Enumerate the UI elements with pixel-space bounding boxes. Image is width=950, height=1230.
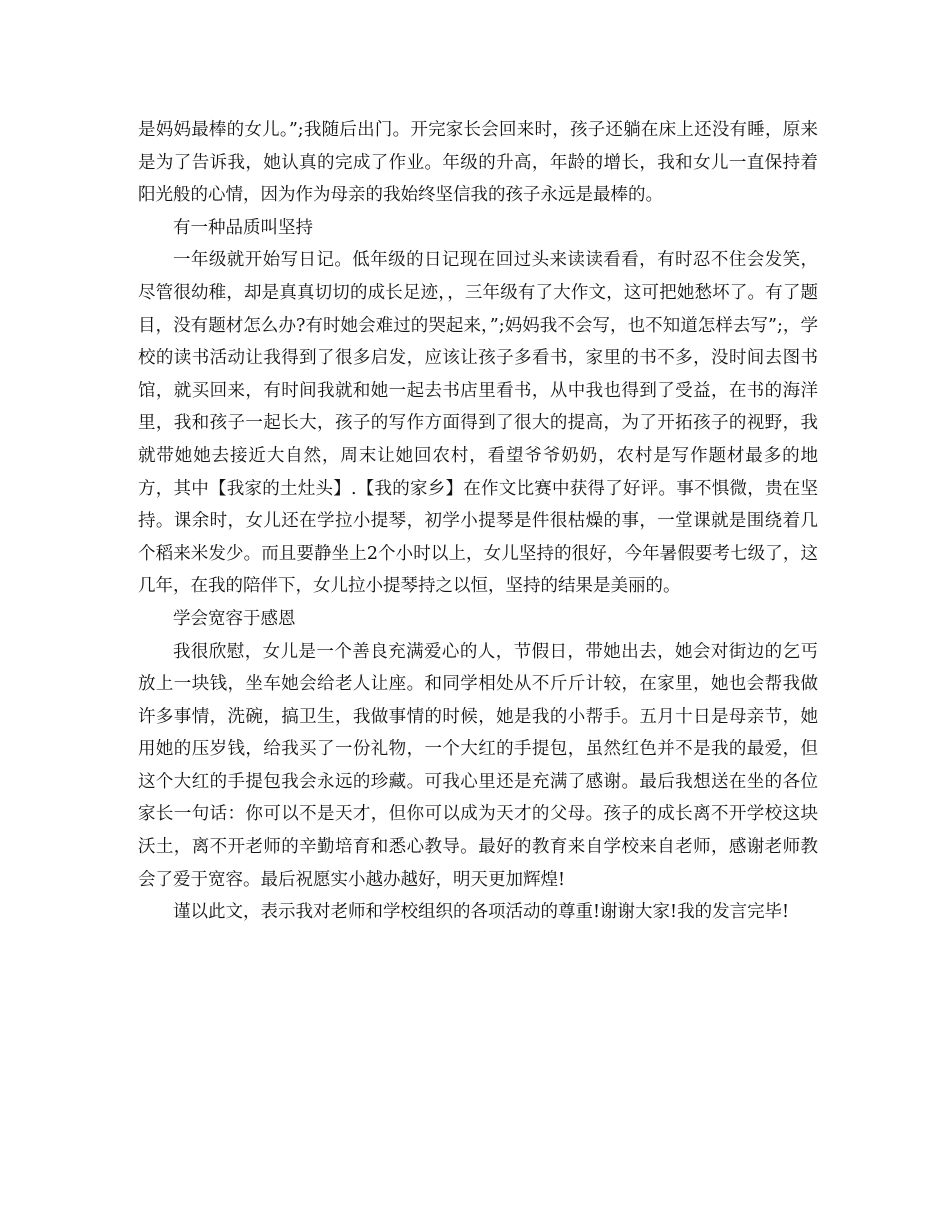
paragraph-persistence: 一年级就开始写日记。低年级的日记现在回过头来读读看看，有时忍不住会发笑，尽管很幼稚，却是真真切切的成长足迹，，三年级有了大作文，这可把她愁坏了。有了题目，没有题材怎么办?有时她会难过的哭起来，”;妈妈我不会写，也不知道怎样去写”;，学校的读书活动让我得到了很多启发，应该让孩子多看书，家里的书不多，没时间去图书馆，就买回来，有时间我就和她一起去书店里看书，从中我也得到了受益，在书的海洋里，我和孩子一起长大，孩子的写作方面得到了很大的提高，为了开拓孩子的视野，我就带她她去接近大自然，周末让她回农村，看望爷爷奶奶，农村是写作题材最多的地方，其中【我家的土灶头】.【我的家乡】在作文比赛中获得了好评。事不惧微，贵在坚持。课余时，女儿还在学拉小提琴，初学小提琴是件很枯燥的事，一堂课就是围绕着几个稻来米发少。而且要静坐上2个小时以上，女儿坚持的很好，今年暑假要考七级了，这几年，在我的陪伴下，女儿拉小提琴持之以恒，坚持的结果是美丽的。 bbox=[138, 250, 818, 597]
paragraph-gratitude: 我很欣慰，女儿是一个善良充满爱心的人，节假日，带她出去，她会对街边的乞丐放上一块钱，坐车她会给老人让座。和同学相处从不斤斤计较，在家里，她也会帮我做许多事情，洗碗，搞卫生，我做事情的时候，她是我的小帮手。五月十日是母亲节，她用她的压岁钱，给我买了一份礼物，一个大红的手提包，虽然红色并不是我的最爱，但这个大红的手提包我会永远的珍藏。可我心里还是充满了感谢。最后我想送在坐的各位家长一句话：你可以不是天才，但你可以成为天才的父母。孩子的成长离不开学校这块沃土，离不开老师的辛勤培育和悉心教导。最好的教育来自学校来自老师，感谢老师教会了爱于宽容。最后祝愿实小越办越好，明天更加辉煌! bbox=[138, 641, 818, 890]
paragraph-intro: 是妈妈最棒的女儿。”;我随后出门。开完家长会回来时，孩子还躺在床上还没有睡，原来是为了告诉我，她认真的完成了作业。年级的升高，年龄的增长，我和女儿一直保持着阳光般的心情，因为作为母亲的我始终坚信我的孩子永远是最棒的。 bbox=[138, 120, 818, 206]
section-heading-persistence: 有一种品质叫坚持 bbox=[173, 217, 313, 238]
section-heading-gratitude: 学会宽容于感恩 bbox=[173, 608, 296, 629]
document-page bbox=[138, 114, 818, 929]
paragraph-closing: 谨以此文，表示我对老师和学校组织的各项活动的尊重!谢谢大家!我的发言完毕! bbox=[173, 902, 790, 923]
